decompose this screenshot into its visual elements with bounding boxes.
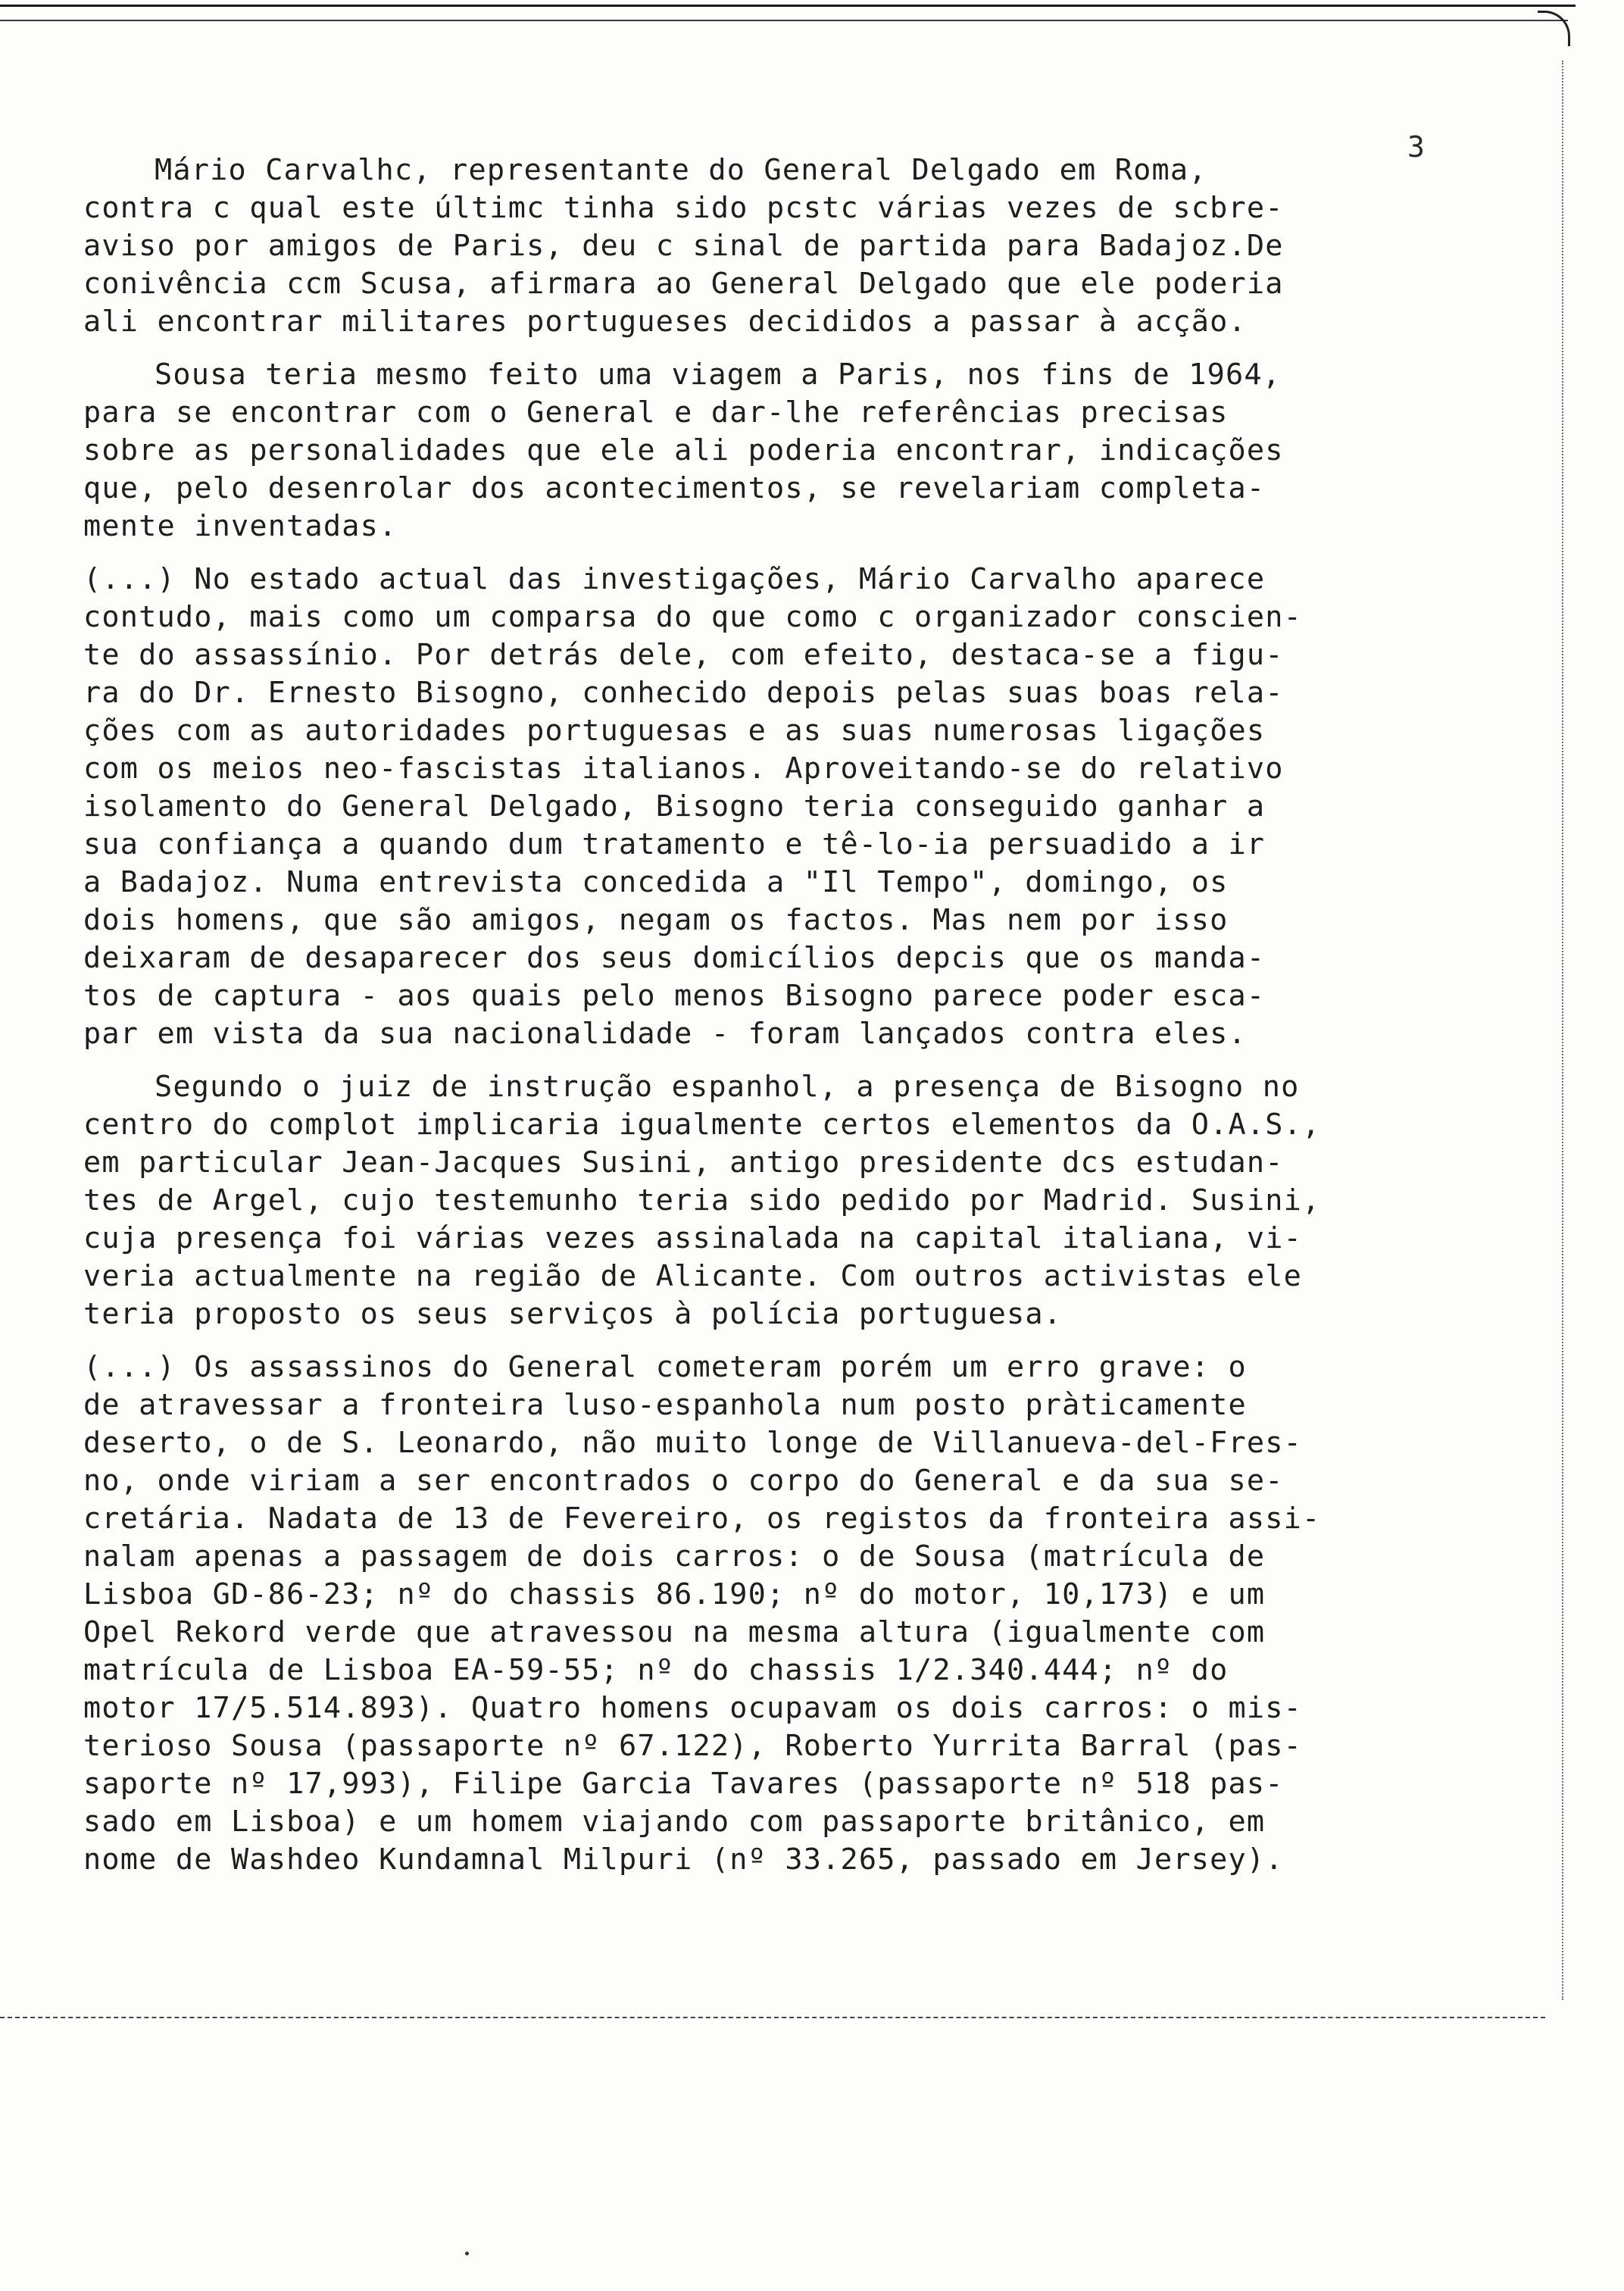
top-edge-line — [0, 5, 1576, 7]
page-number: 3 — [1407, 130, 1425, 164]
document-body — [83, 152, 1515, 1894]
paragraph-sousa-paris: Sousa teria mesmo feito uma viagem a Paris, nos fins de 1964, para se encontrar com o General e dar-lhe referências precisas sobre as personalidades que ele ali poderia encontrar, indicações que, pelo desenrolar dos acontecimentos, se revelariam completa- mente inventadas. — [83, 358, 1284, 543]
page-curl-mark — [1538, 11, 1570, 46]
right-edge-shadow — [1562, 61, 1563, 2000]
bottom-edge-line — [0, 2017, 1545, 2018]
scan-speck — [465, 2252, 469, 2255]
paragraph-border-crossing: (...) Os assassinos do General cometeram porém um erro grave: o de atravessar a fronteira luso-espanhola num posto pràticamente deserto, o de S. Leonardo, não muito longe de Villanueva-del-Fres- no, onde viriam a ser encontrados o corpo do General e da sua se- cretária. Nadata de 13 de Fevereiro, os registos da fronteira assi- nalam apenas a passagem de dois carros: o de Sousa (matrícula de Lisboa GD-86-23; nº do chassis 86.190; nº do motor, 10,173) e um Opel Rekord verde que atravessou na mesma altura (igualmente com matrícula de Lisboa EA-59-55; nº do chassis 1/2.340.444; nº do motor 17/5.514.893). Quatro homens ocupavam os dois carros: o mis- terioso Sousa (passaporte nº 67.122), Roberto Yurrita Barral (pas- saporte nº 17,993), Filipe Garcia Tavares (passaporte nº 518 pas- sado em Lisboa) e um homem viajando com passaporte britânico, em nome de Washdeo Kundamnal Milpuri (nº 33.265, passado em Jersey). — [83, 1350, 1321, 1877]
paragraph-carvalho: Mário Carvalhc, representante do General Delgado em Roma, contra c qual este últimc tinha sido pcstc várias vezes de scbre- aviso por amigos de Paris, deu c sinal de partida para Badajoz.De conivência ccm Scusa, afirmara ao General Delgado que ele poderia ali encontrar militares portugueses decididos a passar à acção. — [83, 153, 1284, 339]
paragraph-oas: Segundo o juiz de instrução espanhol, a presença de Bisogno no centro do complot implicaria igualmente certos elementos da O.A.S., em particular Jean-Jacques Susini, antigo presidente dcs estudan- tes de Argel, cujo testemunho teria sido pedido por Madrid. Susini, cuja presença foi várias vezes assinalada na capital italiana, vi- veria actualmente na região de Alicante. Com outros activistas ele teria proposto os seus serviços à polícia portuguesa. — [83, 1070, 1321, 1331]
top-margin-line — [0, 20, 1568, 21]
paragraph-investigations: (...) No estado actual das investigações, Mário Carvalho aparece contudo, mais como um comparsa do que como c organizador conscien- te do assassínio. Por detrás dele, com efeito, destaca-se a figu- ra do Dr. Ernesto Bisogno, conhecido depois pelas suas boas rela- ções com as autoridades portuguesas e as suas numerosas ligações com os meios neo-fascistas italianos. Aproveitando-se do relativo isolamento do General Delgado, Bisogno teria conseguido ganhar a sua confiança a quando dum tratamento e tê-lo-ia persuadido a ir a Badajoz. Numa entrevista concedida a "Il Tempo", domingo, os dois homens, que são amigos, negam os factos. Mas nem por isso deixaram de desaparecer dos seus domicílios depcis que os manda- tos de captura - aos quais pelo menos Bisogno parece poder esca- par em vista da sua nacionalidade - foram lançados contra eles. — [83, 562, 1303, 1051]
